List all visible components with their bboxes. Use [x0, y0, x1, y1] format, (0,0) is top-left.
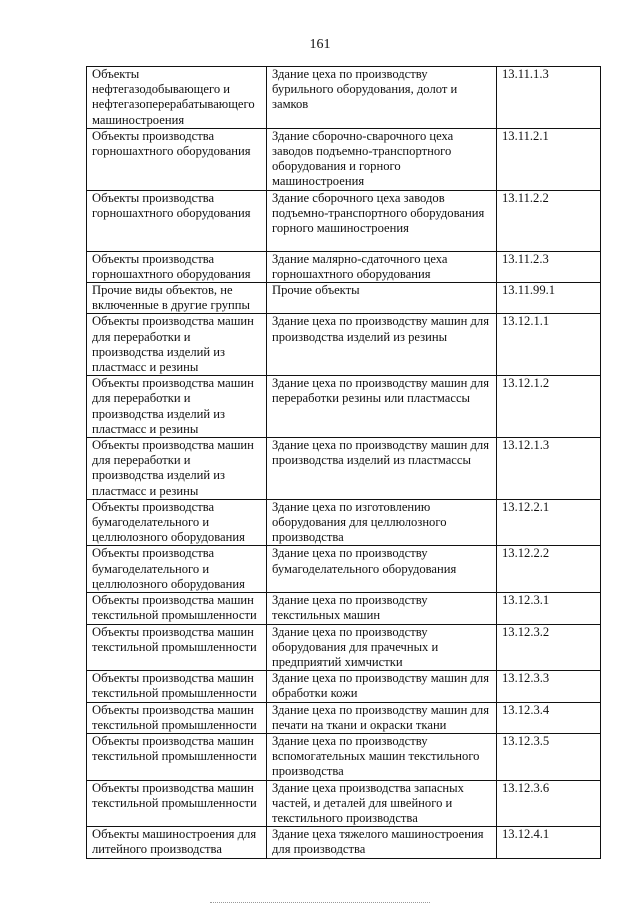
table-row [87, 624, 601, 671]
table-row [87, 376, 601, 438]
object-cell: Здание цеха по производству машин для переработки резины или пластмассы [267, 376, 497, 438]
object-cell: Здание цеха тяжелого машиностроения для производства [267, 827, 497, 859]
table-row [87, 67, 601, 129]
code-cell: 13.11.2.1 [497, 128, 601, 190]
object-cell: Здание цеха по производству машин для обработки кожи [267, 671, 497, 702]
table-row [87, 593, 601, 624]
code-cell: 13.11.99.1 [497, 283, 601, 314]
code-cell: 13.12.3.2 [497, 624, 601, 671]
category-cell: Объекты производства горношахтного оборудования [87, 251, 267, 282]
category-cell: Объекты производства горношахтного оборудования [87, 128, 267, 190]
table-row [87, 671, 601, 702]
object-cell: Здание цеха по производству бурильного оборудования, долот и замков [267, 67, 497, 129]
code-cell: 13.11.2.2 [497, 190, 601, 251]
category-cell: Прочие виды объектов, не включенные в другие группы [87, 283, 267, 314]
table-row [87, 499, 601, 546]
code-cell: 13.12.1.1 [497, 314, 601, 376]
category-cell: Объекты производства машин текстильной промышленности [87, 624, 267, 671]
page-number: 161 [309, 37, 331, 52]
code-cell: 13.11.1.3 [497, 67, 601, 129]
code-cell: 13.12.2.1 [497, 499, 601, 546]
code-cell: 13.12.2.2 [497, 546, 601, 593]
category-cell: Объекты производства машин для переработки и производства изделий из пластмасс и резины [87, 314, 267, 376]
object-cell: Здание цеха по изготовлению оборудования для целлюлозного производства [267, 499, 497, 546]
code-cell: 13.12.3.5 [497, 733, 601, 780]
code-cell: 13.12.3.6 [497, 780, 601, 827]
object-cell: Здание цеха по производству машин для производства изделий из пластмассы [267, 438, 497, 500]
code-cell: 13.11.2.3 [497, 251, 601, 282]
table-row [87, 780, 601, 827]
object-cell: Здание цеха по производству машин для производства изделий из резины [267, 314, 497, 376]
table-row [87, 733, 601, 780]
object-cell: Здание сборочного цеха заводов подъемно-транспортного оборудования горного машиностроения [267, 190, 497, 251]
table-row [87, 438, 601, 500]
category-cell: Объекты производства бумагоделательного и целлюлозного оборудования [87, 499, 267, 546]
code-cell: 13.12.1.2 [497, 376, 601, 438]
table-row [87, 546, 601, 593]
category-cell: Объекты производства машин текстильной промышленности [87, 593, 267, 624]
category-cell: Объекты производства машин текстильной промышленности [87, 671, 267, 702]
category-cell: Объекты производства машин для переработки и производства изделий из пластмасс и резины [87, 438, 267, 500]
category-cell: Объекты производства машин текстильной промышленности [87, 733, 267, 780]
code-cell: 13.12.3.1 [497, 593, 601, 624]
code-cell: 13.12.4.1 [497, 827, 601, 859]
code-cell: 13.12.3.4 [497, 702, 601, 733]
category-cell: Объекты нефтегазодобывающего и нефтегазоперерабатывающего машиностроения [87, 67, 267, 129]
table-row [87, 702, 601, 733]
category-cell: Объекты производства машин для переработки и производства изделий из пластмасс и резины [87, 376, 267, 438]
table-row [87, 283, 601, 314]
category-cell: Объекты производства бумагоделательного и целлюлозного оборудования [87, 546, 267, 593]
object-cell: Здание сборочно-сварочного цеха заводов подъемно-транспортного оборудования и горного машиностроения [267, 128, 497, 190]
category-cell: Объекты машиностроения для литейного производства [87, 827, 267, 859]
object-cell: Здание цеха по производству машин для печати на ткани и окраски ткани [267, 702, 497, 733]
table-row [87, 190, 601, 251]
table-row [87, 251, 601, 282]
table-row [87, 128, 601, 190]
code-cell: 13.12.3.3 [497, 671, 601, 702]
code-cell: 13.12.1.3 [497, 438, 601, 500]
table-row [87, 827, 601, 859]
object-cell: Прочие объекты [267, 283, 497, 314]
object-cell: Здание цеха по производству бумагоделательного оборудования [267, 546, 497, 593]
object-cell: Здание цеха производства запасных частей, и деталей для швейного и текстильного производства [267, 780, 497, 827]
object-cell: Здание цеха по производству текстильных машин [267, 593, 497, 624]
scan-edge-line [210, 902, 430, 904]
category-cell: Объекты производства горношахтного оборудования [87, 190, 267, 251]
object-cell: Здание малярно-сдаточного цеха горношахтного оборудования [267, 251, 497, 282]
category-cell: Объекты производства машин текстильной промышленности [87, 702, 267, 733]
classification-table [86, 66, 601, 859]
category-cell: Объекты производства машин текстильной промышленности [87, 780, 267, 827]
table-row [87, 314, 601, 376]
object-cell: Здание цеха по производству оборудования для прачечных и предприятий химчистки [267, 624, 497, 671]
object-cell: Здание цеха по производству вспомогательных машин текстильного производства [267, 733, 497, 780]
